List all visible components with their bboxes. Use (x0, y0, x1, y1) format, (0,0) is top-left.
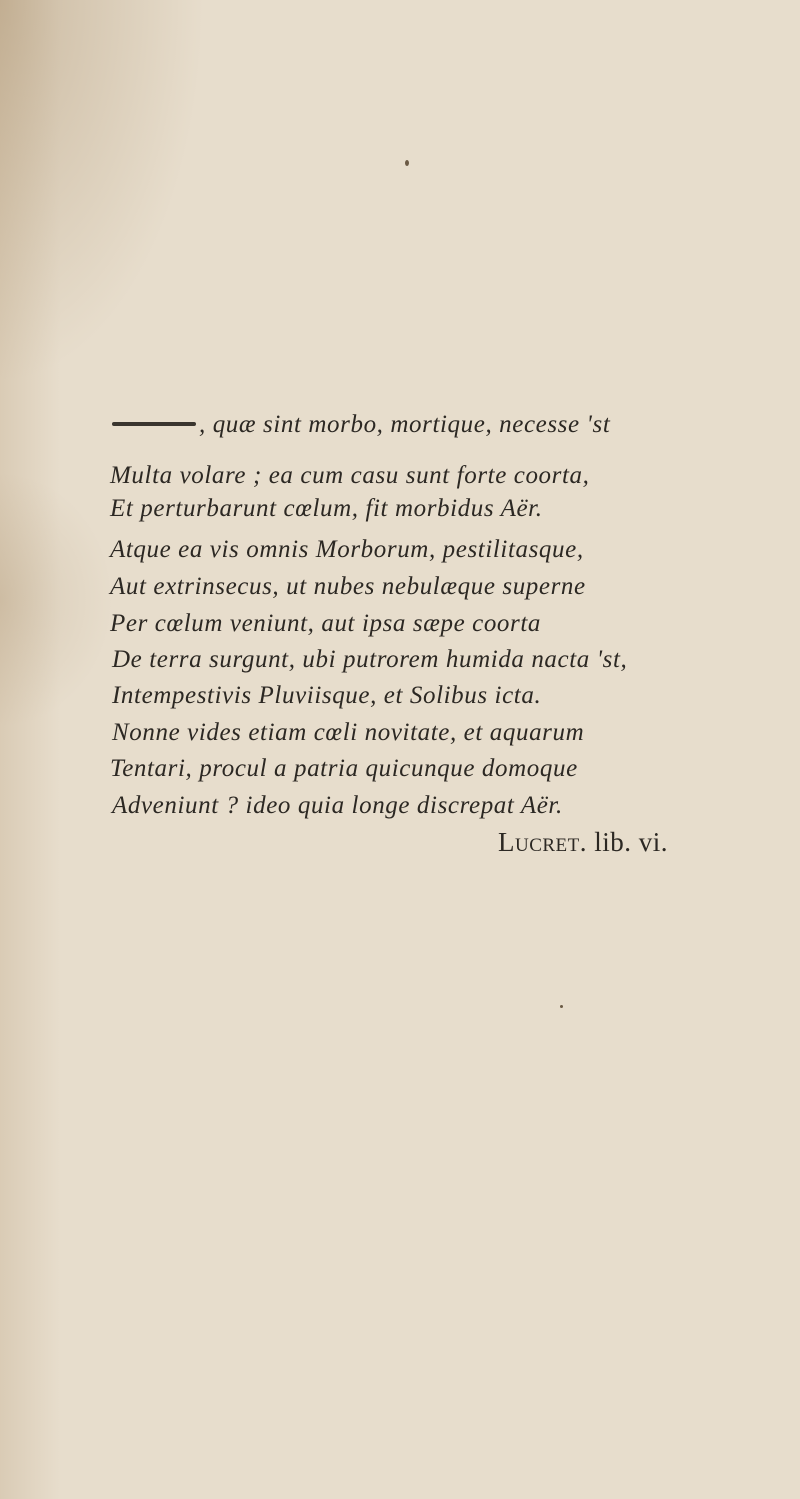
verse-line-7: De terra surgunt, ubi putrorem humida nacta 'st, (112, 646, 628, 673)
verse-line-9: Nonne vides etiam cœli novitate, et aquarum (112, 719, 585, 746)
verse-line-2: Multa volare ; ea cum casu sunt forte coorta, (110, 462, 590, 489)
em-dash-rule (112, 422, 196, 426)
verse-line-5: Aut extrinsecus, ut nubes nebulæque superne (110, 573, 586, 600)
verse-line-1: , quæ sint morbo, mortique, necesse 'st (112, 410, 610, 440)
verse-line-6: Per cœlum veniunt, aut ipsa sæpe coorta (110, 610, 541, 637)
verse-line-10: Tentari, procul a patria quicunque domoque (110, 755, 578, 782)
verse-line-8: Intempestivis Pluviisque, et Solibus icta. (112, 682, 542, 709)
citation-author: Lucret. (498, 827, 588, 857)
citation (498, 826, 668, 858)
verse-line-4: Atque ea vis omnis Morborum, pestilitasque, (110, 536, 584, 563)
verse-line-11: Adveniunt ? ideo quia longe discrepat Aër. (112, 792, 563, 819)
citation-ref: lib. vi. (594, 827, 669, 857)
verse-line-3: Et perturbarunt cœlum, fit morbidus Aër. (110, 495, 543, 522)
